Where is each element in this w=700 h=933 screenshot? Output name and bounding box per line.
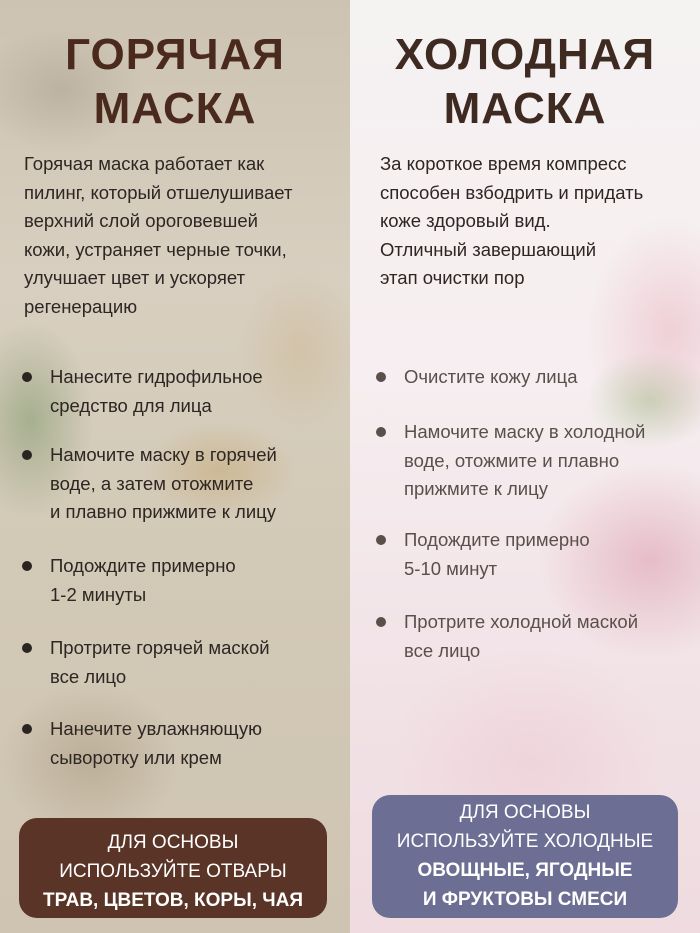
callout-line: ДЛЯ ОСНОВЫ bbox=[459, 802, 591, 823]
intro-line: способен взбодрить и придать bbox=[380, 181, 644, 203]
intro-line: регенерацию bbox=[24, 295, 138, 317]
step-line: воде, отожмите и плавно bbox=[404, 449, 620, 471]
step-line: Нанечите увлажняющую bbox=[50, 718, 262, 739]
callout-line: ДЛЯ ОСНОВЫ bbox=[107, 832, 239, 853]
bullet-dot-icon bbox=[22, 643, 32, 653]
hot-base-callout bbox=[19, 818, 327, 918]
step-line: средство для лица bbox=[50, 394, 212, 416]
bullet-dot-icon bbox=[376, 372, 386, 382]
step-line: 5-10 минут bbox=[404, 557, 498, 579]
step-line: Подождите примерно bbox=[404, 529, 590, 550]
bullet-dot-icon bbox=[22, 724, 32, 734]
step-line: Намочите маску в холодной bbox=[404, 421, 646, 442]
cold-mask-title bbox=[350, 28, 700, 136]
intro-line: Горячая маска работает как bbox=[24, 153, 265, 174]
cold-base-callout bbox=[372, 795, 678, 918]
hot-title-line: МАСКА bbox=[93, 84, 257, 133]
step-line: прижмите к лицу bbox=[404, 478, 548, 499]
step-line: Намочите маску в горячей bbox=[50, 444, 277, 465]
step-line: Нанесите гидрофильное bbox=[50, 366, 263, 387]
step-line: Протрите холодной маской bbox=[404, 611, 639, 632]
step-line: Подождите примерно bbox=[50, 555, 236, 576]
cold-title-line: МАСКА bbox=[443, 84, 607, 133]
intro-line: Отличный завершающий bbox=[380, 238, 597, 260]
intro-line: За короткое время компресс bbox=[380, 153, 627, 174]
hot-mask-title bbox=[0, 28, 350, 136]
cold-title-line: ХОЛОДНАЯ bbox=[394, 30, 656, 79]
intro-line: пилинг, который отшелушивает bbox=[24, 181, 293, 203]
cold-mask-intro bbox=[380, 150, 700, 293]
bullet-dot-icon bbox=[376, 535, 386, 545]
step-line: 1-2 минуты bbox=[50, 583, 147, 605]
step-line: Очистите кожу лица bbox=[404, 366, 578, 387]
callout-line: ИСПОЛЬЗУЙТЕ ОТВАРЫ bbox=[59, 861, 287, 882]
bullet-dot-icon bbox=[22, 450, 32, 460]
bullet-dot-icon bbox=[22, 372, 32, 382]
intro-line: улучшает цвет и ускоряет bbox=[24, 267, 246, 288]
cold-mask-panel bbox=[350, 0, 700, 933]
step-line: воде, а затем отожмите bbox=[50, 472, 254, 494]
callout-bold-line: ТРАВ, ЦВЕТОВ, КОРЫ, ЧАЯ bbox=[42, 890, 303, 911]
intro-line: верхний слой ороговевшей bbox=[24, 210, 258, 231]
callout-line: ИСПОЛЬЗУЙТЕ ХОЛОДНЫЕ bbox=[396, 831, 654, 852]
intro-line: этап очистки пор bbox=[380, 267, 525, 288]
hot-title-line: ГОРЯЧАЯ bbox=[65, 30, 285, 79]
bullet-dot-icon bbox=[376, 617, 386, 627]
step-line: Протрите горячей маской bbox=[50, 637, 270, 658]
bullet-dot-icon bbox=[376, 427, 386, 437]
step-line: и плавно прижмите к лицу bbox=[50, 501, 277, 522]
step-line: все лицо bbox=[404, 639, 481, 661]
intro-line: кожи, устраняет черные точки, bbox=[24, 238, 287, 260]
step-line: сыворотку или крем bbox=[50, 746, 222, 768]
callout-bold-line: И ФРУКТОВЫ СМЕСИ bbox=[422, 889, 628, 910]
callout-bold-line: ОВОЩНЫЕ, ЯГОДНЫЕ bbox=[417, 860, 633, 881]
step-line: все лицо bbox=[50, 665, 127, 687]
bullet-dot-icon bbox=[22, 561, 32, 571]
intro-line: коже здоровый вид. bbox=[380, 210, 551, 231]
hot-mask-intro bbox=[24, 150, 344, 321]
